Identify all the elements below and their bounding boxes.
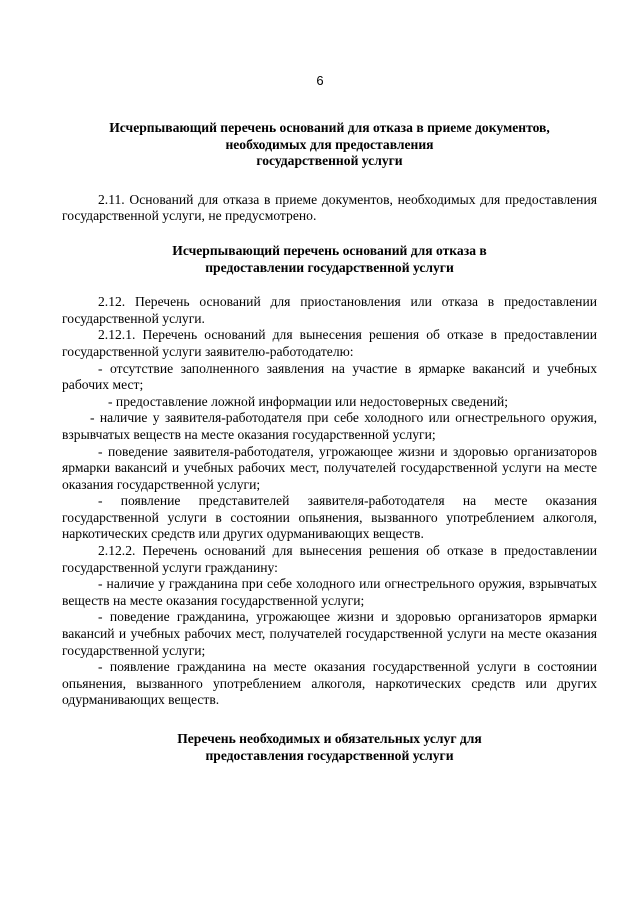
list-item: - отсутствие заполненного заявления на участие в ярмарке вакансий и учебных рабочих мест; (62, 360, 597, 393)
section-heading-refusal-acceptance (62, 120, 597, 170)
list-item: - наличие у заявителя-работодателя при себе холодного или огнестрельного оружия, взрывчатых веществ на месте оказания государственной услуги; (62, 410, 597, 442)
heading-line: предоставлении государственной услуги (205, 259, 454, 275)
paragraph-2-12: 2.12. Перечень оснований для приостановления или отказа в предоставлении государственной услуги. (62, 294, 597, 326)
page-number: 6 (316, 73, 324, 88)
list-item: - наличие у гражданина при себе холодного или огнестрельного оружия, взрывчатых веществ на месте оказания государственной услуги; (62, 576, 597, 608)
heading-line: необходимых для предоставления (225, 136, 434, 152)
list-item: - появление гражданина на месте оказания государственной услуги в состоянии опьянения, вызванного употреблением алкоголя, наркотических средств или других одурманивающих веществ. (62, 659, 597, 708)
heading-line: государственной услуги (256, 153, 403, 169)
list-item: - предоставление ложной информации или недостоверных сведений; (108, 393, 509, 409)
paragraph-2-11: 2.11. Оснований для отказа в приеме документов, необходимых для предоставления государственной услуги, не предусмотрено. (62, 191, 597, 224)
list-item: - поведение заявителя-работодателя, угрожающее жизни и здоровью организаторов ярмарки вакансий и учебных рабочих мест, получателей государственной услуги на месте оказания государственной услуги; (62, 443, 597, 492)
heading-line: Исчерпывающий перечень оснований для отказа в (172, 242, 487, 258)
heading-line: предоставления государственной услуги (205, 747, 454, 763)
document-body (62, 120, 597, 764)
list-item: - поведение гражданина, угрожающее жизни и здоровью организаторов ярмарки вакансий и учебных рабочих мест, получателей государственной услуги на месте оказания государственной услуги; (62, 609, 597, 658)
list-item: - появление представителей заявителя-работодателя на месте оказания государственной услуги в состоянии опьянения, вызванного употреблением алкоголя, наркотических средств или других одурманивающих веществ. (62, 493, 597, 542)
section-heading-required-services (62, 731, 597, 764)
section-heading-refusal-service (62, 243, 597, 276)
paragraph-2-12-1: 2.12.1. Перечень оснований для вынесения решения об отказе в предоставлении государственной услуги заявителю-работодателю: (62, 327, 597, 359)
paragraph-2-12-2: 2.12.2. Перечень оснований для вынесения решения об отказе в предоставлении государственной услуги гражданину: (62, 543, 597, 575)
heading-line: Перечень необходимых и обязательных услуг для (177, 731, 482, 746)
heading-line: Исчерпывающий перечень оснований для отказа в приеме документов, (109, 120, 550, 135)
